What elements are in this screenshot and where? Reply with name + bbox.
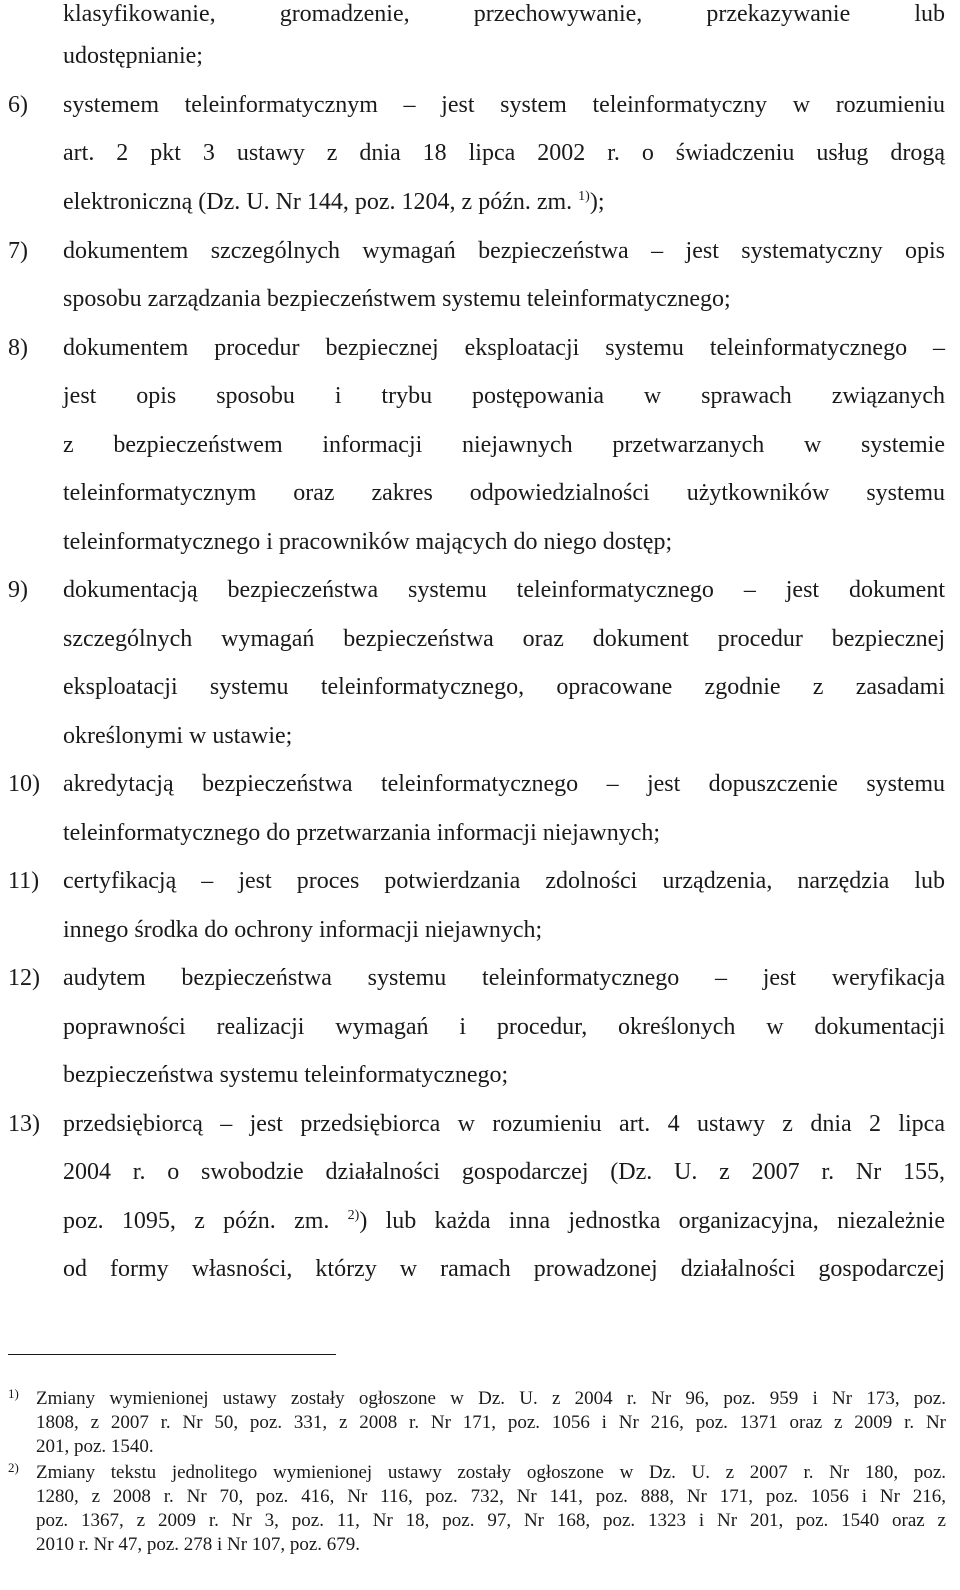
text-line: dokumentacją bezpieczeństwa systemu teleinformatycznego – jest dokument: [63, 577, 945, 603]
text-line: przedsiębiorcą – jest przedsiębiorca w rozumieniu art. 4 ustawy z dnia 2 lipca: [63, 1111, 945, 1137]
text-fragment: poz. 1095, z późn. zm.: [63, 1208, 330, 1234]
footnote-reference[interactable]: 1): [578, 189, 590, 204]
text-line: określonymi w ustawie;: [63, 723, 293, 749]
item-number: 7): [8, 238, 28, 264]
text-line: teleinformatycznego do przetwarzania informacji niejawnych;: [63, 820, 661, 846]
text-line: certyfikacją – jest proces potwierdzania zdolności urządzenia, narzędzia lub: [63, 868, 945, 894]
item-number: 9): [8, 577, 28, 603]
footnote-line: Zmiany tekstu jednolitego wymienionej ustawy zostały ogłoszone w Dz. U. z 2007 r. Nr 180, poz.: [36, 1462, 946, 1483]
text-line: innego środka do ochrony informacji niejawnych;: [63, 917, 543, 943]
text-fragment: ) lub każda inna jednostka organizacyjna, niezależnie: [359, 1208, 945, 1234]
text-fragment: );: [589, 189, 605, 215]
footnote-line: 1808, z 2007 r. Nr 50, poz. 331, z 2008 r. Nr 171, poz. 1056 i Nr 216, poz. 1371 oraz z 2009 r. Nr: [36, 1412, 946, 1433]
text-line: sposobu zarządzania bezpieczeństwem systemu teleinformatycznego;: [63, 286, 731, 312]
text-line: bezpieczeństwa systemu teleinformatycznego;: [63, 1062, 509, 1088]
footnote-line: 1280, z 2008 r. Nr 70, poz. 416, Nr 116, poz. 732, Nr 141, poz. 888, Nr 171, poz. 1056 i Nr 216,: [36, 1486, 946, 1507]
item-number: 13): [8, 1111, 40, 1137]
text-line: dokumentem procedur bezpiecznej eksploatacji systemu teleinformatycznego –: [63, 335, 945, 361]
footnote-mark: 2): [8, 1460, 19, 1475]
item-number: 10): [8, 771, 40, 797]
text-line: art. 2 pkt 3 ustawy z dnia 18 lipca 2002 r. o świadczeniu usług drogą: [63, 140, 945, 166]
text-line: udostępnianie;: [63, 43, 203, 69]
text-line: teleinformatycznego i pracowników mających do niego dostęp;: [63, 529, 673, 555]
text-fragment: elektroniczną (Dz. U. Nr 144, poz. 1204, z późn. zm.: [63, 189, 573, 215]
footnote-line: Zmiany wymienionej ustawy zostały ogłoszone w Dz. U. z 2004 r. Nr 96, poz. 959 i Nr 173, poz.: [36, 1388, 946, 1409]
text-line: szczególnych wymagań bezpieczeństwa oraz dokument procedur bezpiecznej: [63, 626, 945, 652]
text-line: klasyfikowanie, gromadzenie, przechowywanie, przekazywanie lub: [63, 1, 945, 27]
text-line: jest opis sposobu i trybu postępowania w sprawach związanych: [63, 383, 945, 409]
text-line: 2004 r. o swobodzie działalności gospodarczej (Dz. U. z 2007 r. Nr 155,: [63, 1159, 945, 1185]
text-line: poprawności realizacji wymagań i procedur, określonych w dokumentacji: [63, 1014, 945, 1040]
footnote-line: poz. 1367, z 2009 r. Nr 3, poz. 11, Nr 18, poz. 97, Nr 168, poz. 1323 i Nr 201, poz. 1540 oraz z: [36, 1510, 946, 1531]
text-line: audytem bezpieczeństwa systemu teleinformatycznego – jest weryfikacja: [63, 965, 945, 991]
text-line: od formy własności, którzy w ramach prowadzonej działalności gospodarczej: [63, 1256, 945, 1282]
text-line: z bezpieczeństwem informacji niejawnych przetwarzanych w systemie: [63, 432, 945, 458]
text-line: teleinformatycznym oraz zakres odpowiedzialności użytkowników systemu: [63, 480, 945, 506]
text-line: [63, 188, 945, 216]
item-number: 6): [8, 92, 28, 118]
text-line: akredytacją bezpieczeństwa teleinformatycznego – jest dopuszczenie systemu: [63, 771, 945, 797]
footnote-reference[interactable]: 2): [347, 1208, 360, 1223]
text-line: systemem teleinformatycznym – jest system teleinformatyczny w rozumieniu: [63, 92, 945, 118]
text-line: [63, 1207, 945, 1235]
footnote-mark: 1): [8, 1386, 19, 1401]
item-number: 8): [8, 335, 28, 361]
text-line: eksploatacji systemu teleinformatycznego, opracowane zgodnie z zasadami: [63, 674, 945, 700]
text-line: dokumentem szczególnych wymagań bezpieczeństwa – jest systematyczny opis: [63, 238, 945, 264]
item-number: 12): [8, 965, 40, 991]
footnote-separator: [8, 1354, 336, 1355]
item-number: 11): [8, 868, 40, 894]
footnote-line: 201, poz. 1540.: [36, 1436, 154, 1457]
footnote-line: 2010 r. Nr 47, poz. 278 i Nr 107, poz. 679.: [36, 1534, 361, 1555]
